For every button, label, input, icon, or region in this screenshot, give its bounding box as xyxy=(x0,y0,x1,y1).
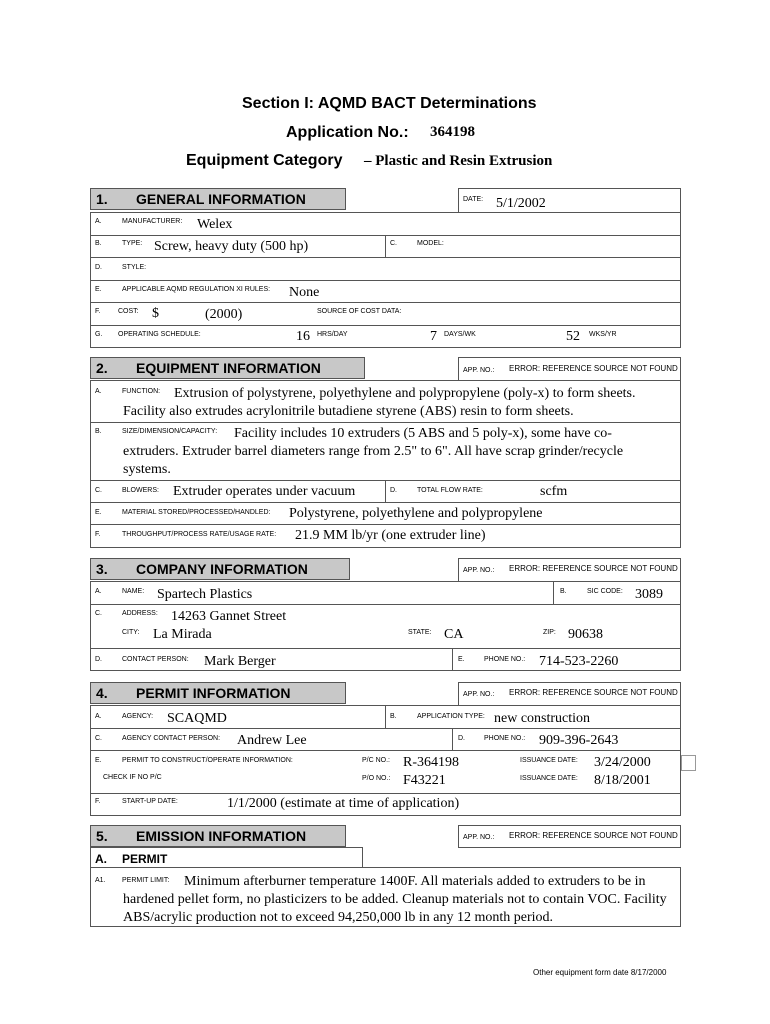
app-no-label: APP. NO.: xyxy=(463,834,495,841)
startup-date-value: 1/1/2000 (estimate at time of application) xyxy=(227,796,460,811)
material-label: MATERIAL STORED/PROCESSED/HANDLED: xyxy=(122,509,271,516)
blowers-value: Extruder operates under vacuum xyxy=(173,484,356,499)
section-title: GENERAL INFORMATION xyxy=(136,191,306,207)
row-letter: B. xyxy=(95,240,102,247)
app-no-error: ERROR: REFERENCE SOURCE NOT FOUND xyxy=(509,688,678,697)
row-letter: A1. xyxy=(95,877,106,884)
po-number-label: P/O NO.: xyxy=(362,775,391,782)
size-value: Facility includes 10 extruders (5 ABS and 5 poly-x), some have co-extruders. Extruder barrel diameters range from 2.5" to 6". All have scrap grinder/recycle systems. xyxy=(123,426,624,477)
row-letter: G. xyxy=(95,331,103,338)
schedule-label: OPERATING SCHEDULE: xyxy=(118,331,201,338)
row-letter: C. xyxy=(95,735,102,742)
row-letter: D. xyxy=(390,487,397,494)
application-type-value: new construction xyxy=(494,711,591,726)
size-label: SIZE/DIMENSION/CAPACITY: xyxy=(122,428,218,435)
row-letter: E. xyxy=(95,509,102,516)
po-issuance-date-value: 8/18/2001 xyxy=(594,773,651,788)
state-label: STATE: xyxy=(408,629,432,636)
function-label: FUNCTION: xyxy=(122,388,161,395)
flow-rate-label: TOTAL FLOW RATE: xyxy=(417,487,483,494)
row-letter: C. xyxy=(390,240,397,247)
address-label: ADDRESS: xyxy=(122,610,158,617)
section-title: COMPANY INFORMATION xyxy=(136,561,308,577)
check-no-pc-label: CHECK IF NO P/C xyxy=(103,774,162,781)
phone-label: PHONE NO.: xyxy=(484,656,526,663)
row-letter: D. xyxy=(95,656,102,663)
section-title: EQUIPMENT INFORMATION xyxy=(136,360,321,376)
row-letter: C. xyxy=(95,610,102,617)
section-title: EMISSION INFORMATION xyxy=(136,828,307,844)
section-title: Section I: AQMD BACT Determinations xyxy=(242,95,537,112)
row-letter: A. xyxy=(95,588,102,595)
row-letter: E. xyxy=(95,286,102,293)
throughput-value: 21.9 MM lb/yr (one extruder line) xyxy=(295,528,486,543)
application-label: Application No.: xyxy=(286,124,409,141)
cost-value: (2000) xyxy=(205,307,243,322)
hours-label: HRS/DAY xyxy=(317,331,348,338)
contact-person-value: Mark Berger xyxy=(204,654,276,669)
app-no-error: ERROR: REFERENCE SOURCE NOT FOUND xyxy=(509,364,678,373)
row-letter: D. xyxy=(458,735,465,742)
rules-value: None xyxy=(289,285,320,300)
pc-issuance-date-value: 3/24/2000 xyxy=(594,755,651,770)
form-footer-date: Other equipment form date 8/17/2000 xyxy=(533,968,667,977)
company-name-label: NAME: xyxy=(122,588,145,595)
function-value: Extrusion of polystyrene, polyethylene and polypropylene (poly-x) to form sheets. Facility also extrudes acrylonitrile butadiene styrene (ABS) resin to form sheets. xyxy=(123,386,636,419)
flow-rate-unit: scfm xyxy=(540,484,568,499)
cost-symbol: $ xyxy=(152,306,159,321)
date-value: 5/1/2002 xyxy=(496,196,546,211)
date-label: DATE: xyxy=(463,196,484,203)
section-number: 2. xyxy=(96,360,108,376)
type-value: Screw, heavy duty (500 hp) xyxy=(154,239,309,254)
section-number: 1. xyxy=(96,191,108,207)
manufacturer-label: MANUFACTURER: xyxy=(122,218,183,225)
section-number: 3. xyxy=(96,561,108,577)
app-no-label: APP. NO.: xyxy=(463,691,495,698)
section-number: 4. xyxy=(96,685,108,701)
pc-issuance-date-label: ISSUANCE DATE: xyxy=(520,757,578,764)
zip-label: ZIP: xyxy=(543,629,556,636)
section-title: PERMIT INFORMATION xyxy=(136,685,291,701)
startup-date-label: START-UP DATE: xyxy=(122,798,178,805)
city-label: CITY: xyxy=(122,629,140,636)
row-letter: A. xyxy=(95,713,102,720)
date-box xyxy=(458,188,681,213)
agency-contact-label: AGENCY CONTACT PERSON: xyxy=(122,735,221,742)
cost-source-label: SOURCE OF COST DATA: xyxy=(317,308,402,315)
permit-limit-label: PERMIT LIMIT: xyxy=(122,877,170,884)
address-value: 14263 Gannet Street xyxy=(171,609,287,624)
no-pc-checkbox[interactable] xyxy=(681,755,696,771)
phone-value: 714-523-2260 xyxy=(539,654,619,669)
zip-value: 90638 xyxy=(568,627,603,642)
application-type-label: APPLICATION TYPE: xyxy=(417,713,485,720)
row-letter: B. xyxy=(560,588,567,595)
company-name-value: Spartech Plastics xyxy=(157,587,253,602)
permit-limit-value: Minimum afterburner temperature 1400F. All materials added to extruders to be in hardened pellet form, no plasticizers to be added. Cleanup materials not to contain VOC. Facility ABS/acrylic production not to exceed 94,250,000 lb in any 12 month period. xyxy=(123,874,667,925)
city-value: La Mirada xyxy=(153,627,212,642)
pc-number-value: R-364198 xyxy=(403,755,459,770)
blowers-label: BLOWERS: xyxy=(122,487,159,494)
permit-info-label: PERMIT TO CONSTRUCT/OPERATE INFORMATION: xyxy=(122,757,293,764)
pc-number-label: P/C NO.: xyxy=(362,757,391,764)
agency-contact-value: Andrew Lee xyxy=(237,733,307,748)
row-letter: F. xyxy=(95,531,101,538)
application-number: 364198 xyxy=(430,124,475,140)
app-no-label: APP. NO.: xyxy=(463,567,495,574)
type-label: TYPE: xyxy=(122,240,143,247)
days-label: DAYS/WK xyxy=(444,331,476,338)
weeks-value: 52 xyxy=(566,329,580,344)
row-letter: A. xyxy=(95,218,102,225)
row-letter: F. xyxy=(95,308,101,315)
sic-code-value: 3089 xyxy=(635,587,663,602)
row-letter: E. xyxy=(458,656,465,663)
section-number: 5. xyxy=(96,828,108,844)
row-letter: A. xyxy=(95,852,107,866)
model-label: MODEL: xyxy=(417,240,444,247)
row-letter: C. xyxy=(95,487,102,494)
agency-label: AGENCY: xyxy=(122,713,154,720)
contact-person-label: CONTACT PERSON: xyxy=(122,656,189,663)
style-label: STYLE: xyxy=(122,264,147,271)
days-value: 7 xyxy=(430,329,437,344)
agency-value: SCAQMD xyxy=(167,711,227,726)
row-letter: B. xyxy=(95,428,102,435)
agency-phone-label: PHONE NO.: xyxy=(484,735,526,742)
state-value: CA xyxy=(444,627,464,642)
rules-label: APPLICABLE AQMD REGULATION XI RULES: xyxy=(122,286,271,293)
po-issuance-date-label: ISSUANCE DATE: xyxy=(520,775,578,782)
po-number-value: F43221 xyxy=(403,773,446,788)
throughput-label: THROUGHPUT/PROCESS RATE/USAGE RATE: xyxy=(122,531,277,538)
hours-value: 16 xyxy=(296,329,310,344)
row-letter: D. xyxy=(95,264,102,271)
row-letter: B. xyxy=(390,713,397,720)
weeks-label: WKS/YR xyxy=(589,331,617,338)
row-letter: E. xyxy=(95,757,102,764)
material-value: Polystyrene, polyethylene and polypropylene xyxy=(289,506,543,521)
equipment-category-value: – Plastic and Resin Extrusion xyxy=(364,153,553,169)
row-letter: A. xyxy=(95,388,102,395)
equipment-category-label: Equipment Category xyxy=(186,152,343,169)
app-no-error: ERROR: REFERENCE SOURCE NOT FOUND xyxy=(509,831,678,840)
permit-subheader: PERMIT xyxy=(122,852,168,866)
manufacturer-value: Welex xyxy=(197,217,233,232)
sic-code-label: SIC CODE: xyxy=(587,588,623,595)
app-no-error: ERROR: REFERENCE SOURCE NOT FOUND xyxy=(509,564,678,573)
agency-phone-value: 909-396-2643 xyxy=(539,733,619,748)
row-letter: F. xyxy=(95,798,101,805)
app-no-label: APP. NO.: xyxy=(463,367,495,374)
cost-label: COST: xyxy=(118,308,139,315)
